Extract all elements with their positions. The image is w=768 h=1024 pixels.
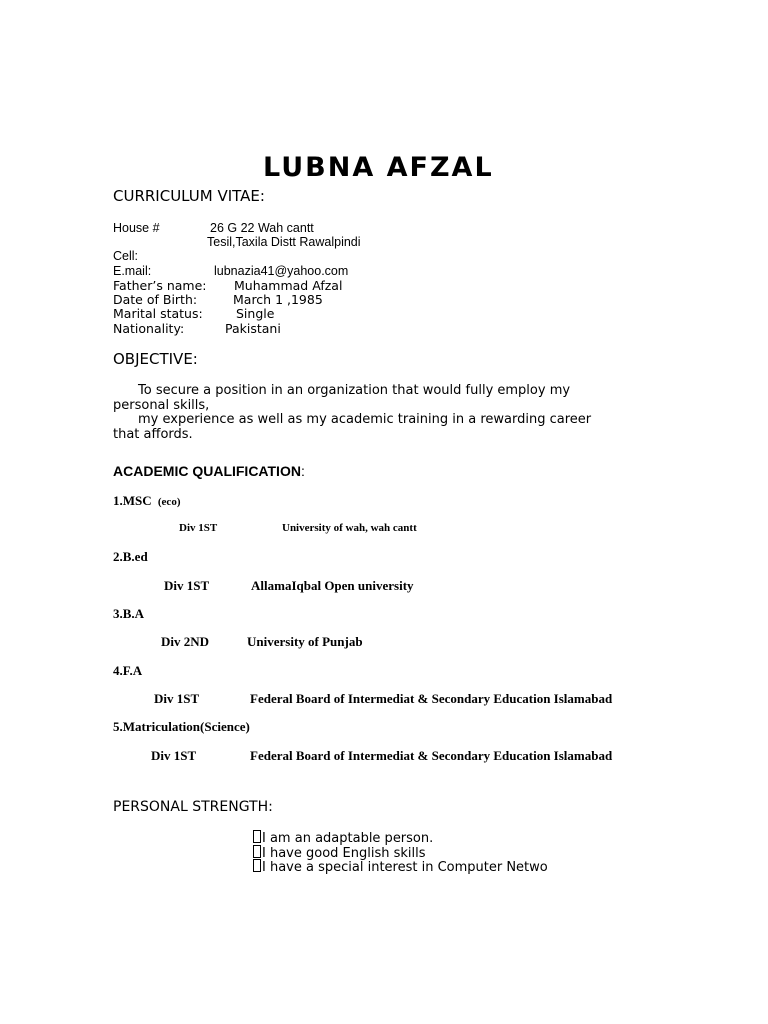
strength-heading: PERSONAL STRENGTH:	[113, 799, 273, 815]
academic-heading-colon: :	[300, 463, 305, 479]
objective-line-4: that affords.	[113, 427, 193, 442]
institution-msc: University of wah, wah cantt	[282, 522, 417, 534]
qualification-title-ba: 3.B.A	[113, 606, 145, 621]
institution-matric: Federal Board of Intermediat & Secondary Education Islamabad	[250, 748, 613, 763]
institution-ba: University of Punjab	[247, 634, 363, 649]
email-value: lubnazia41@yahoo.com	[214, 264, 349, 278]
nationality-value: Pakistani	[225, 321, 281, 336]
strength-item	[253, 830, 433, 846]
division-fa: Div 1ST	[154, 691, 200, 706]
cell-label: Cell:	[113, 249, 139, 263]
marital-label: Marital status:	[113, 306, 203, 321]
division-bed: Div 1ST	[164, 578, 210, 593]
candidate-name: LUBNA AFZAL	[263, 152, 494, 183]
father-label: Father’s name:	[113, 278, 207, 293]
missing-glyph-bullet-icon	[253, 859, 261, 872]
strength-text: I have a special interest in Computer Netwo	[262, 860, 548, 875]
house-address-line2: Tesil,Taxila Distt Rawalpindi	[207, 235, 361, 249]
father-value: Muhammad Afzal	[234, 278, 343, 293]
house-label: House #	[113, 221, 160, 235]
house-address-line1: 26 G 22 Wah cantt	[210, 221, 314, 235]
nationality-label: Nationality:	[113, 321, 185, 336]
objective-line-3: my experience as well as my academic training in a rewarding career	[138, 412, 592, 427]
strength-text: I have good English skills	[262, 846, 426, 861]
qualification-title-msc	[113, 493, 180, 509]
objective-line-1: To secure a position in an organization that would fully employ my	[138, 383, 571, 398]
qualification-title-fa: 4.F.A	[113, 663, 143, 678]
cv-heading: CURRICULUM VITAE:	[113, 187, 265, 205]
division-matric: Div 1ST	[151, 748, 197, 763]
strength-text: I am an adaptable person.	[262, 831, 434, 846]
qualification-title-matric: 5.Matriculation(Science)	[113, 719, 250, 734]
strength-item	[253, 859, 548, 875]
missing-glyph-bullet-icon	[253, 845, 261, 858]
email-label: E.mail:	[113, 264, 152, 278]
institution-bed: AllamaIqbal Open university	[251, 578, 414, 593]
dob-value: March 1 ,1985	[233, 292, 323, 307]
objective-heading: OBJECTIVE:	[113, 350, 198, 368]
marital-value: Single	[236, 306, 275, 321]
institution-fa: Federal Board of Intermediat & Secondary Education Islamabad	[250, 691, 613, 706]
academic-heading-text: ACADEMIC QUALIFICATION	[113, 463, 301, 479]
qualification-suffix: (eco)	[157, 496, 181, 508]
qualification-title: 1.MSC	[113, 493, 152, 508]
qualification-title-bed: 2.B.ed	[113, 549, 148, 564]
missing-glyph-bullet-icon	[253, 830, 261, 843]
objective-line-2: personal skills,	[113, 398, 210, 413]
academic-heading	[113, 463, 305, 479]
division-ba: Div 2ND	[161, 634, 210, 649]
dob-label: Date of Birth:	[113, 292, 198, 307]
division-msc: Div 1ST	[179, 522, 218, 534]
